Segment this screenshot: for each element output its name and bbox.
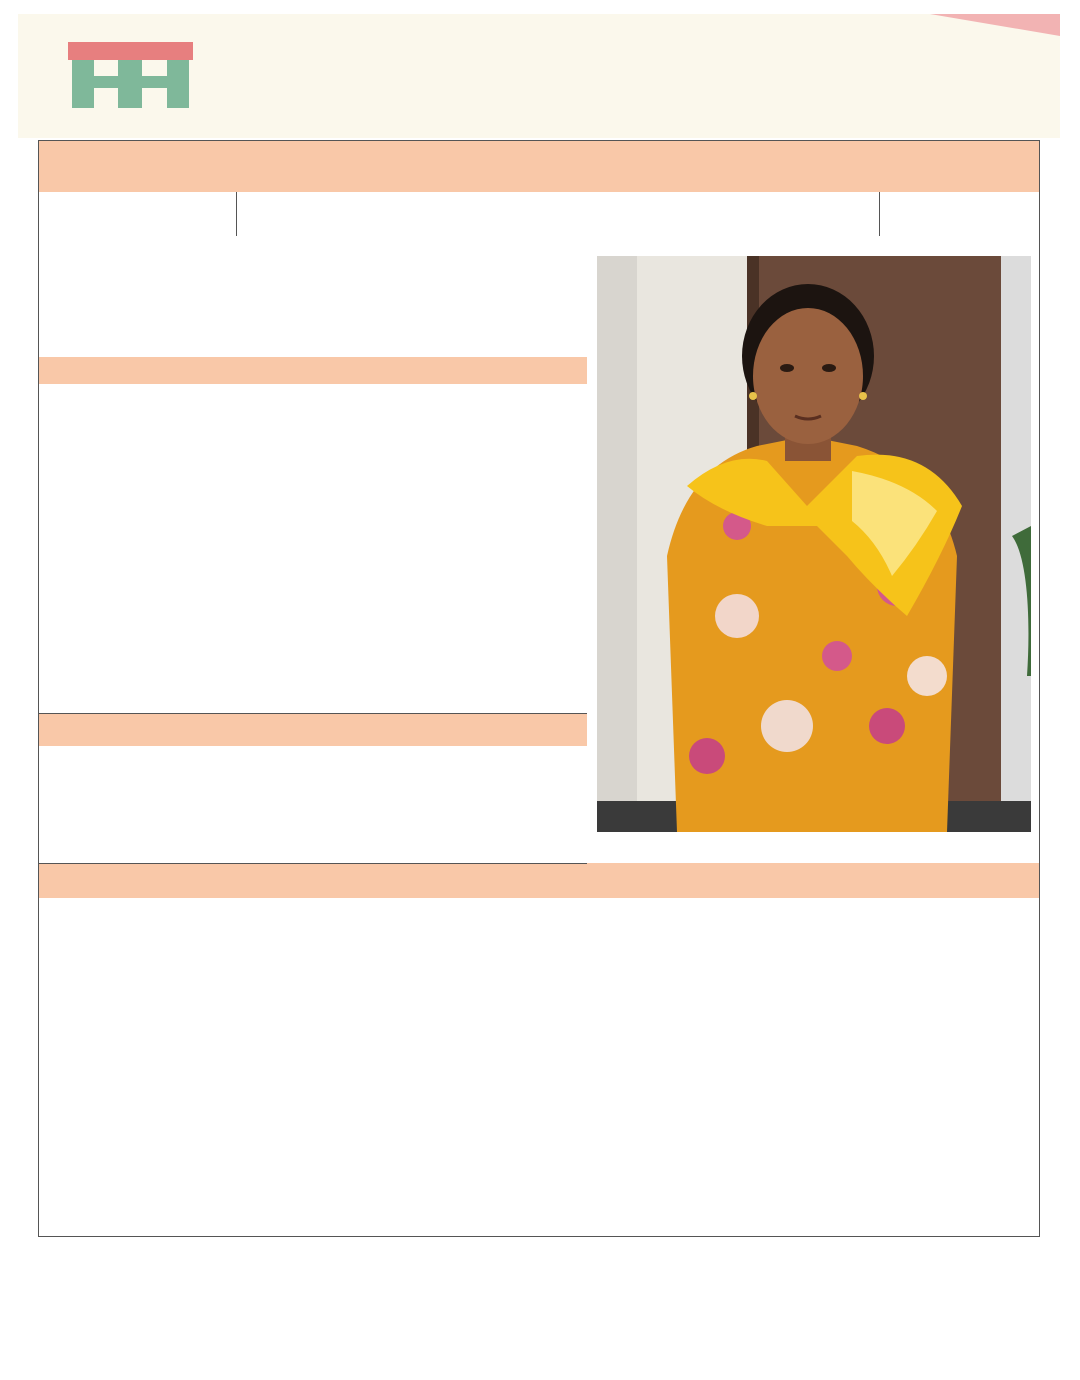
applicant-photo-illustration [597,256,1031,832]
banner-corner-stripe [930,14,1060,36]
logo-banner [18,14,1060,138]
details-header-band [39,357,587,384]
work-header-band [39,863,1039,898]
applicant-photo [597,256,1031,832]
title-band [39,141,1039,192]
languages-header-band [39,714,587,746]
logo-mark-icon [68,42,193,112]
